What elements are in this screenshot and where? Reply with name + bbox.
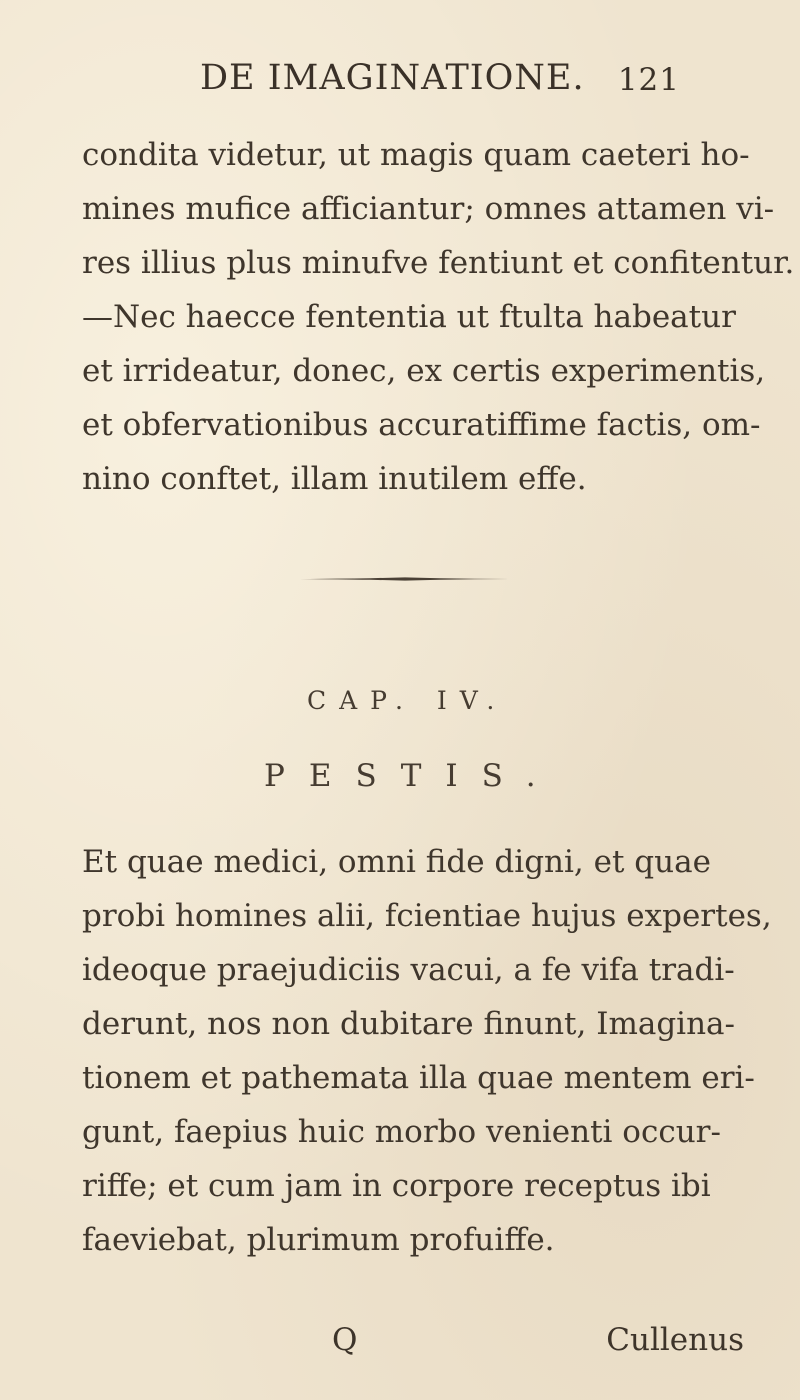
- signature-mark: Q: [332, 1322, 358, 1358]
- section-divider-rule: [300, 576, 510, 582]
- text-line: probi homines alii, fcientiae hujus expertes,: [82, 898, 772, 934]
- text-line: et obfervationibus accuratiffime factis, om-: [82, 407, 761, 443]
- catchword-row: [82, 1322, 744, 1376]
- running-title: DE IMAGINATIONE.: [200, 58, 585, 98]
- text-line: gunt, faepius huic morbo venienti occur-: [82, 1114, 721, 1150]
- catchword: Cullenus: [606, 1322, 744, 1358]
- text-line: tionem et pathemata illa quae mentem eri-: [82, 1060, 755, 1096]
- chapter-number: CAP. IV.: [307, 686, 508, 715]
- text-line: condita videtur, ut magis quam caeteri ho-: [82, 137, 750, 173]
- text-line: [82, 835, 744, 889]
- text-line: derunt, nos non dubitare finunt, Imagina-: [82, 1006, 736, 1042]
- text-line: nino conftet, illam inutilem effe.: [82, 461, 587, 497]
- running-head: [200, 58, 680, 102]
- text-line: et irrideatur, donec, ex certis experimentis,: [82, 353, 766, 389]
- page-number: 121: [617, 62, 680, 98]
- text-line: ideoque praejudiciis vacui, a fe vifa tradi-: [82, 952, 735, 988]
- first-line-rest: quae medici, omni fide digni, et quae: [117, 844, 711, 880]
- initial-word: Et: [82, 844, 118, 880]
- text-line: —Nec haecce fententia ut ftulta habeatur: [82, 299, 736, 335]
- text-line: mines mufice afficiantur; omnes attamen vi-: [82, 191, 775, 227]
- text-line: res illius plus minufve fentiunt et confitentur.: [82, 245, 795, 281]
- paragraph-2: [82, 835, 772, 1267]
- text-line: riffe; et cum jam in corpore receptus ibi: [82, 1168, 711, 1204]
- chapter-title: PESTIS.: [264, 758, 560, 794]
- text-line: faeviebat, plurimum profuiffe.: [82, 1222, 555, 1258]
- paragraph-1: [82, 128, 795, 506]
